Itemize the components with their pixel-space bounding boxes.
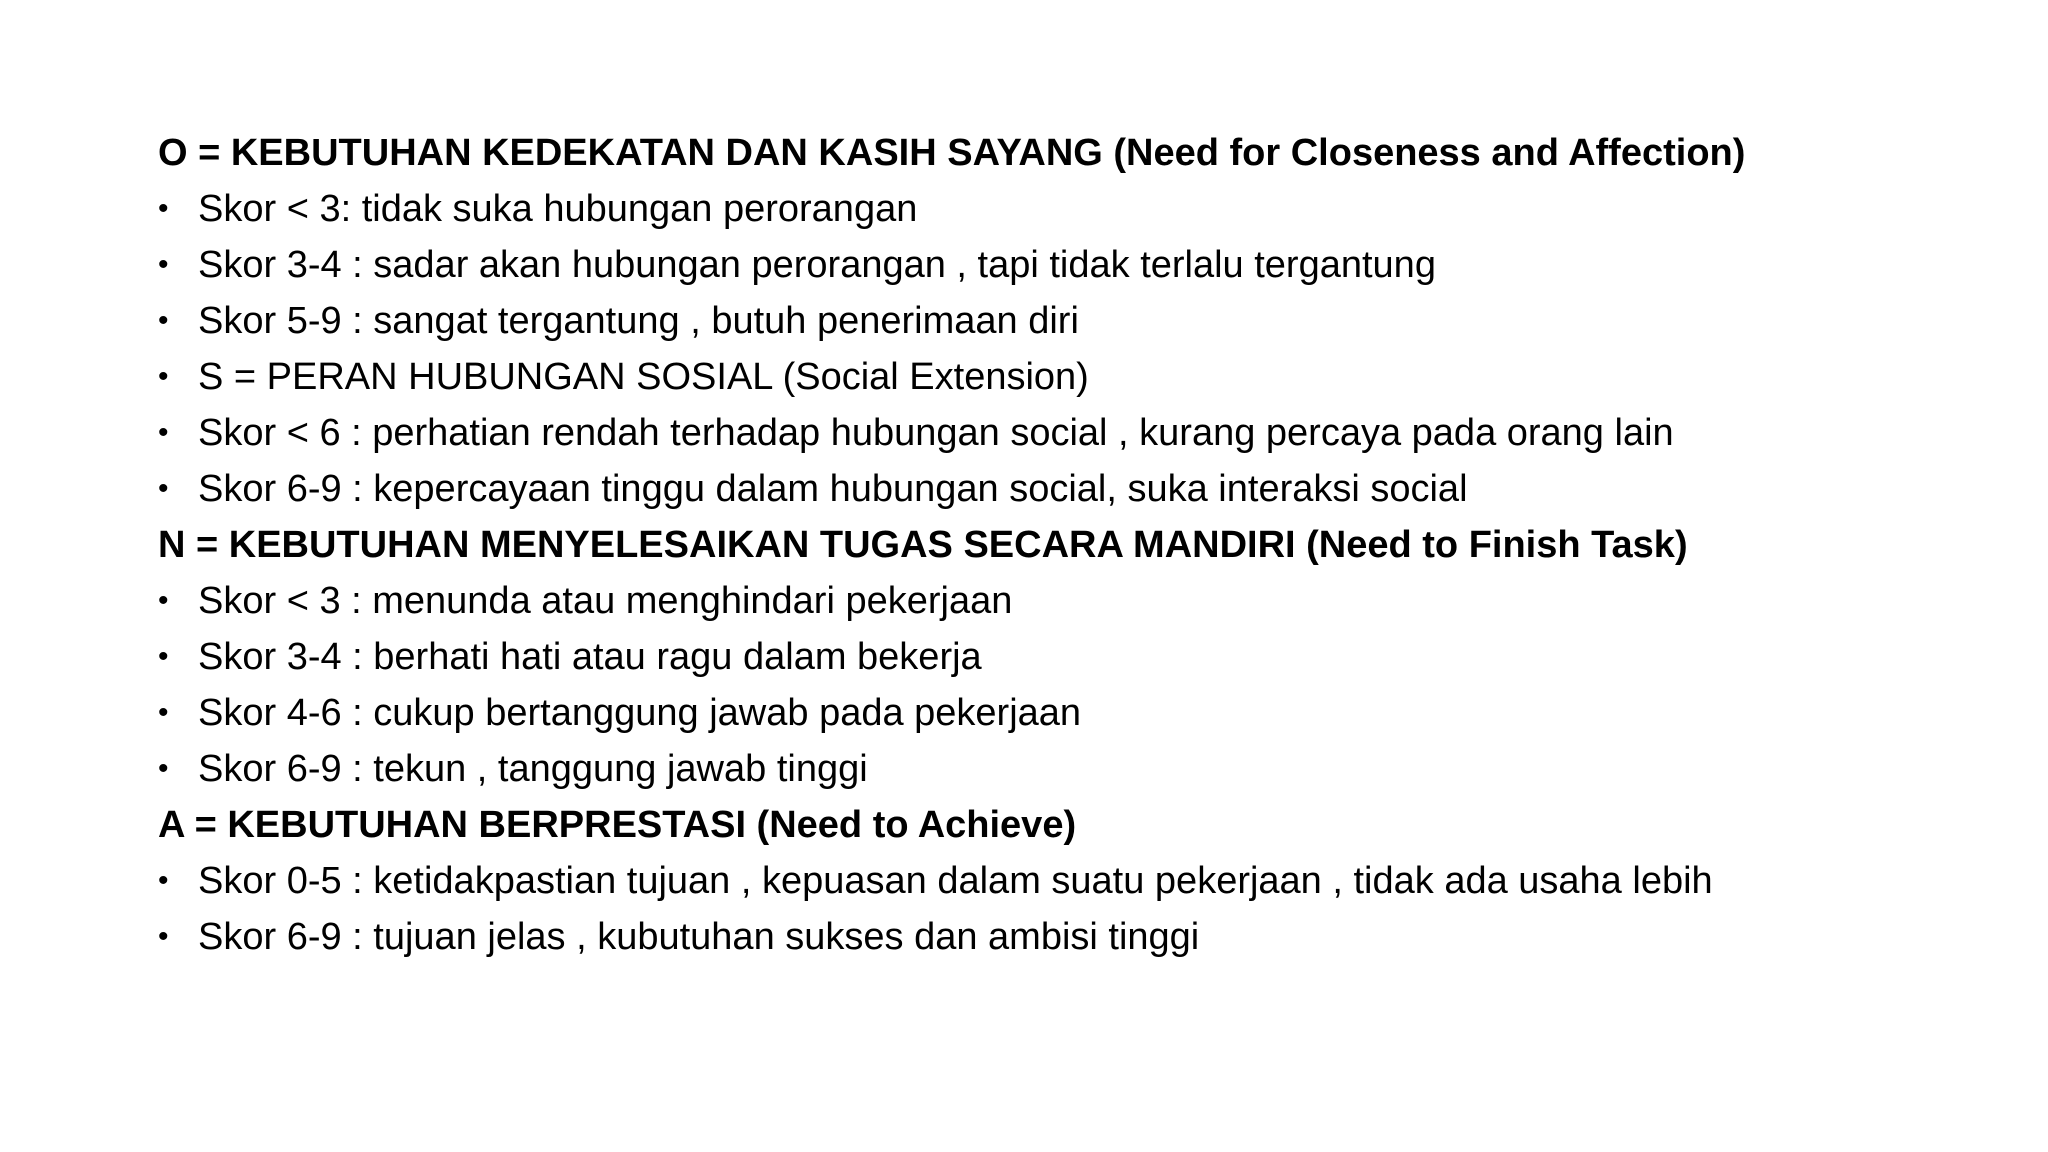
bullet-icon: • bbox=[158, 696, 169, 729]
list-item-text: Skor 6-9 : kepercayaan tinggu dalam hubungan social, suka interaksi social bbox=[198, 468, 1468, 510]
list-item bbox=[158, 349, 1958, 405]
list-item-text: Skor 4-6 : cukup bertanggung jawab pada pekerjaan bbox=[198, 692, 1082, 734]
bullet-icon: • bbox=[158, 752, 169, 785]
slide-content bbox=[158, 125, 1958, 965]
bullet-icon: • bbox=[158, 248, 169, 281]
list-item bbox=[158, 685, 1958, 741]
list-item bbox=[158, 629, 1958, 685]
list-item bbox=[158, 853, 1958, 909]
bullet-icon: • bbox=[158, 416, 169, 449]
list-item bbox=[158, 461, 1958, 517]
list-item bbox=[158, 293, 1958, 349]
list-item bbox=[158, 237, 1958, 293]
bullet-icon: • bbox=[158, 920, 169, 953]
list-item-text: Skor 0-5 : ketidakpastian tujuan , kepuasan dalam suatu pekerjaan , tidak ada usaha lebih bbox=[198, 860, 1713, 902]
section-heading-a: A = KEBUTUHAN BERPRESTASI (Need to Achieve) bbox=[158, 804, 1077, 846]
list-item-text: Skor < 3 : menunda atau menghindari pekerjaan bbox=[198, 580, 1013, 622]
list-item-text: Skor < 6 : perhatian rendah terhadap hubungan social , kurang percaya pada orang lain bbox=[198, 412, 1674, 454]
list-item bbox=[158, 573, 1958, 629]
list-item bbox=[158, 741, 1958, 797]
list-item-text: S = PERAN HUBUNGAN SOSIAL (Social Extension) bbox=[198, 356, 1089, 398]
list-item bbox=[158, 405, 1958, 461]
bullet-icon: • bbox=[158, 304, 169, 337]
list-item-text: Skor 3-4 : berhati hati atau ragu dalam bekerja bbox=[198, 636, 982, 678]
bullet-icon: • bbox=[158, 584, 169, 617]
bullet-icon: • bbox=[158, 192, 169, 225]
list-item-text: Skor 6-9 : tekun , tanggung jawab tinggi bbox=[198, 748, 868, 790]
list-item-text: Skor 3-4 : sadar akan hubungan perorangan , tapi tidak terlalu tergantung bbox=[198, 244, 1436, 286]
list-item bbox=[158, 909, 1958, 965]
bullet-icon: • bbox=[158, 864, 169, 897]
list-item-text: Skor 5-9 : sangat tergantung , butuh penerimaan diri bbox=[198, 300, 1079, 342]
bullet-icon: • bbox=[158, 360, 169, 393]
section-heading-n: N = KEBUTUHAN MENYELESAIKAN TUGAS SECARA MANDIRI (Need to Finish Task) bbox=[158, 524, 1688, 566]
bullet-icon: • bbox=[158, 640, 169, 673]
section-heading-o: O = KEBUTUHAN KEDEKATAN DAN KASIH SAYANG (Need for Closeness and Affection) bbox=[158, 132, 1746, 174]
list-item-text: Skor 6-9 : tujuan jelas , kubutuhan sukses dan ambisi tinggi bbox=[198, 916, 1200, 958]
list-item bbox=[158, 181, 1958, 237]
bullet-icon: • bbox=[158, 472, 169, 505]
list-item-text: Skor < 3: tidak suka hubungan perorangan bbox=[198, 188, 918, 230]
